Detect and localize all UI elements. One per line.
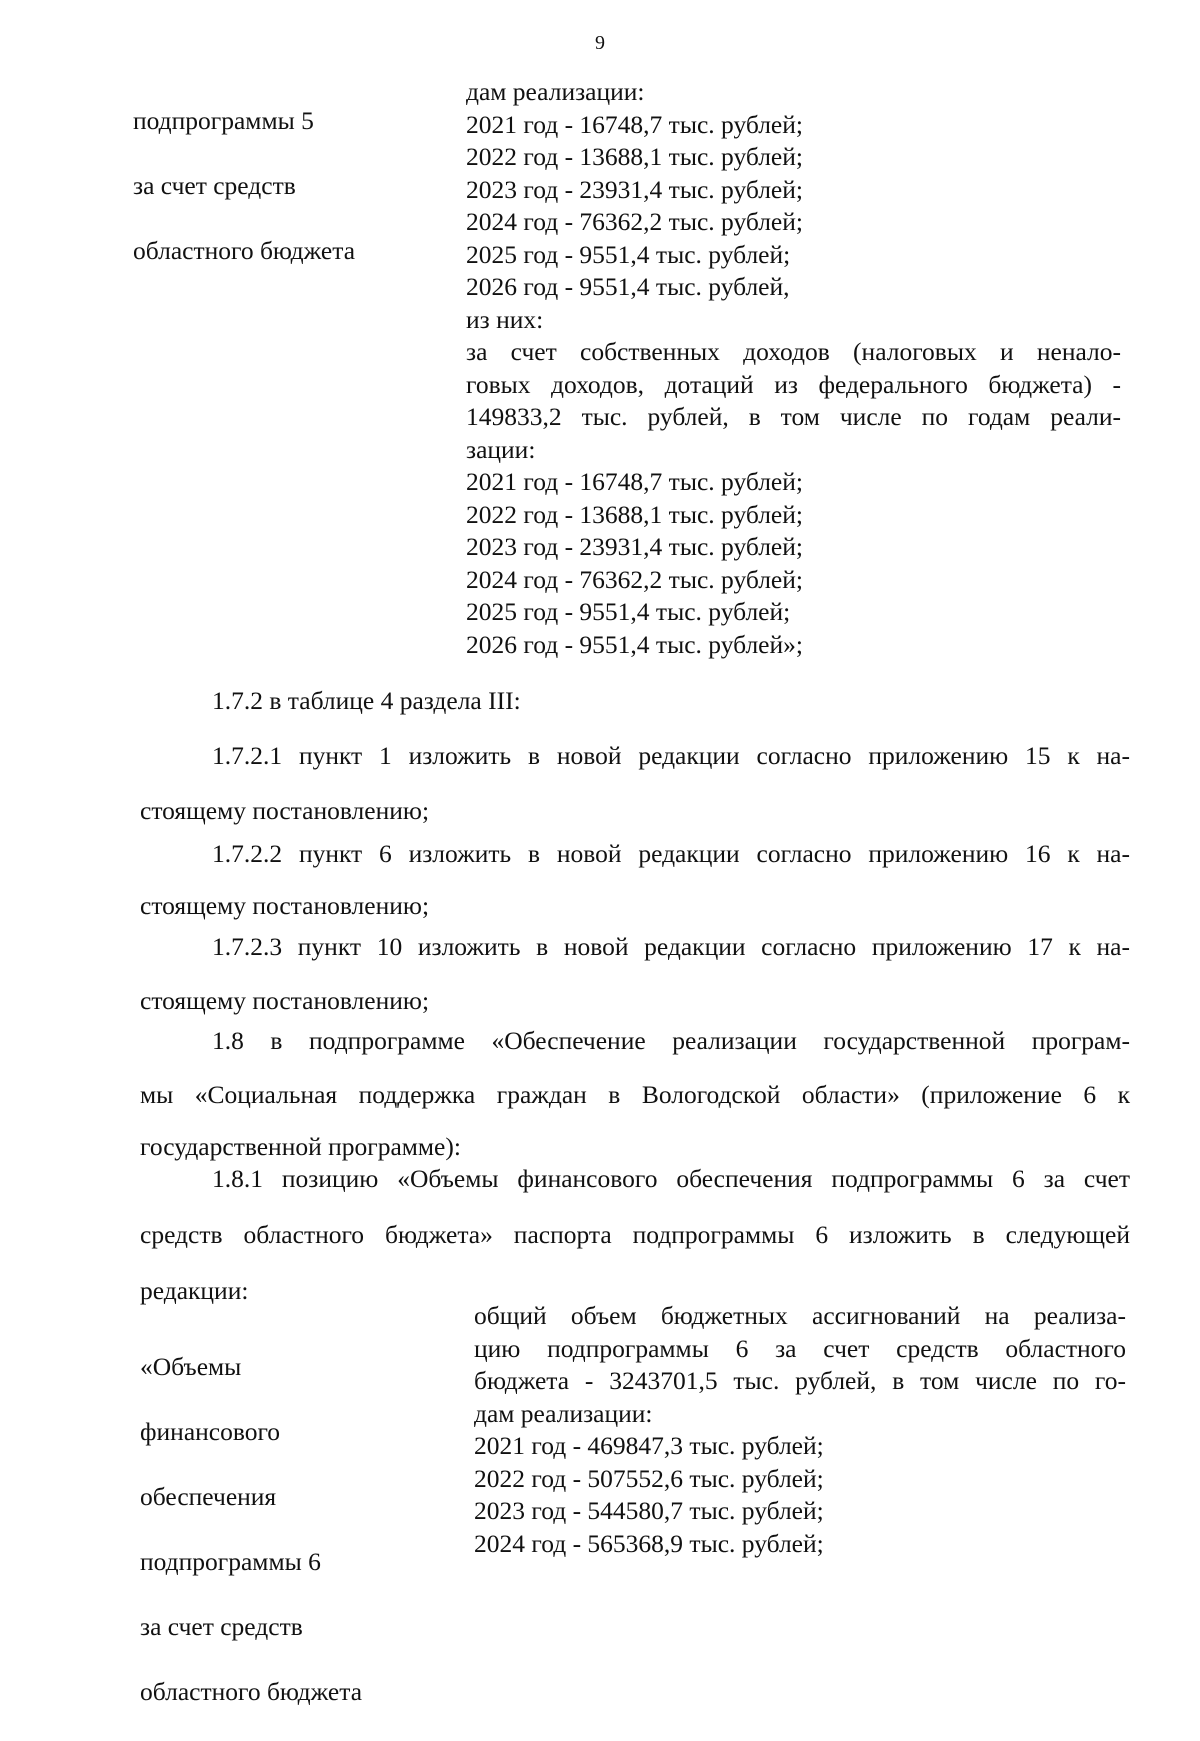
value-line: 2023 год - 544580,7 тыс. рублей; <box>474 1496 824 1525</box>
value-line: за счет собственных доходов (налоговых и ненало- <box>466 337 1121 366</box>
paragraph-line: 1.7.2.1 пункт 1 изложить в новой редакции согласно приложению 15 к на- <box>212 741 1130 770</box>
funding-description <box>474 1300 1126 1398</box>
paragraph-line: редакции: <box>140 1276 249 1305</box>
value-line: из них: <box>466 304 544 334</box>
value-line: 2022 год - 13688,1 тыс. рублей; <box>466 499 803 529</box>
paragraph-line: мы «Социальная поддержка граждан в Вологодской области» (приложение 6 к <box>140 1080 1130 1109</box>
paragraph-line: 1.8 в подпрограмме «Обеспечение реализации государственной програм- <box>212 1026 1130 1055</box>
value-line: 2023 год - 23931,4 тыс. рублей; <box>466 174 803 204</box>
paragraph-1-7-2-1 <box>140 727 1130 840</box>
label-line: областного бюджета <box>133 235 356 265</box>
value-line: 2022 год - 13688,1 тыс. рублей; <box>466 142 803 171</box>
passport-label-1 <box>133 72 355 300</box>
label-line: подпрограммы 6 <box>140 1546 321 1576</box>
paragraph-line: 1.7.2.3 пункт 10 изложить в новой редакции согласно приложению 17 к на- <box>212 932 1130 961</box>
value-line: 2021 год - 16748,7 тыс. рублей; <box>466 109 803 139</box>
value-line: 2026 год - 9551,4 тыс. рублей»; <box>466 629 803 659</box>
label-line: подпрограммы 5 <box>133 105 314 135</box>
value-line: говых доходов, дотаций из федерального бюджета) - <box>466 369 1121 399</box>
value-line: 2023 год - 23931,4 тыс. рублей; <box>466 532 803 561</box>
label-line: за счет средств <box>133 170 296 200</box>
value-line: цию подпрограммы 6 за счет средств областного <box>474 1333 1126 1363</box>
paragraph-line: средств областного бюджета» паспорта подпрограммы 6 изложить в следующей <box>140 1220 1130 1249</box>
label-line: за счет средств <box>140 1611 303 1641</box>
paragraph-line: стоящему постановлению; <box>140 891 430 920</box>
value-line: 2025 год - 9551,4 тыс. рублей; <box>466 239 791 269</box>
value-line: 2022 год - 507552,6 тыс. рублей; <box>474 1463 824 1493</box>
value-line: общий объем бюджетных ассигнований на реализа- <box>474 1301 1126 1330</box>
paragraph-line: 1.8.1 позицию «Объемы финансового обеспечения подпрограммы 6 за счет <box>212 1164 1130 1193</box>
label-line: обеспечения <box>140 1481 277 1511</box>
paragraph-1-8-1 <box>140 1150 1130 1320</box>
paragraph-line: стоящему постановлению; <box>140 796 430 825</box>
value-line: 2024 год - 565368,9 тыс. рублей; <box>474 1528 824 1558</box>
value-line: зации: <box>466 434 536 464</box>
paragraph-line: стоящему постановлению; <box>140 986 430 1015</box>
value-line: дам реализации: <box>466 77 645 106</box>
label-line: областного бюджета <box>140 1676 363 1706</box>
value-line: 2026 год - 9551,4 тыс. рублей, <box>466 272 790 301</box>
paragraph-line: 1.7.2.2 пункт 6 изложить в новой редакции согласно приложению 16 к на- <box>212 839 1130 868</box>
label-line: финансового <box>140 1416 281 1446</box>
passport-label-2 <box>140 1318 362 1741</box>
page-number: 9 <box>595 32 605 54</box>
paragraph-line: государственной программе): <box>140 1132 461 1161</box>
passport-value-1 <box>466 76 1126 661</box>
value-line: 2025 год - 9551,4 тыс. рублей; <box>466 597 791 626</box>
value-line: 2021 год - 16748,7 тыс. рублей; <box>466 467 803 496</box>
value-line: 2024 год - 76362,2 тыс. рублей; <box>466 207 803 236</box>
passport-value-2 <box>474 1300 1134 1560</box>
paragraph-1-7-2 <box>140 672 1130 730</box>
funding-description <box>466 336 1121 434</box>
value-line: бюджета - 3243701,5 тыс. рублей, в том числе по го- <box>474 1366 1126 1395</box>
paragraph-line: 1.7.2 в таблице 4 раздела III: <box>212 686 521 715</box>
value-line: 2021 год - 469847,3 тыс. рублей; <box>474 1431 824 1460</box>
value-line: 149833,2 тыс. рублей, в том числе по годам реали- <box>466 402 1121 431</box>
value-line: дам реализации: <box>474 1398 653 1428</box>
value-line: 2024 год - 76362,2 тыс. рублей; <box>466 564 803 594</box>
label-line: «Объемы <box>140 1351 242 1381</box>
